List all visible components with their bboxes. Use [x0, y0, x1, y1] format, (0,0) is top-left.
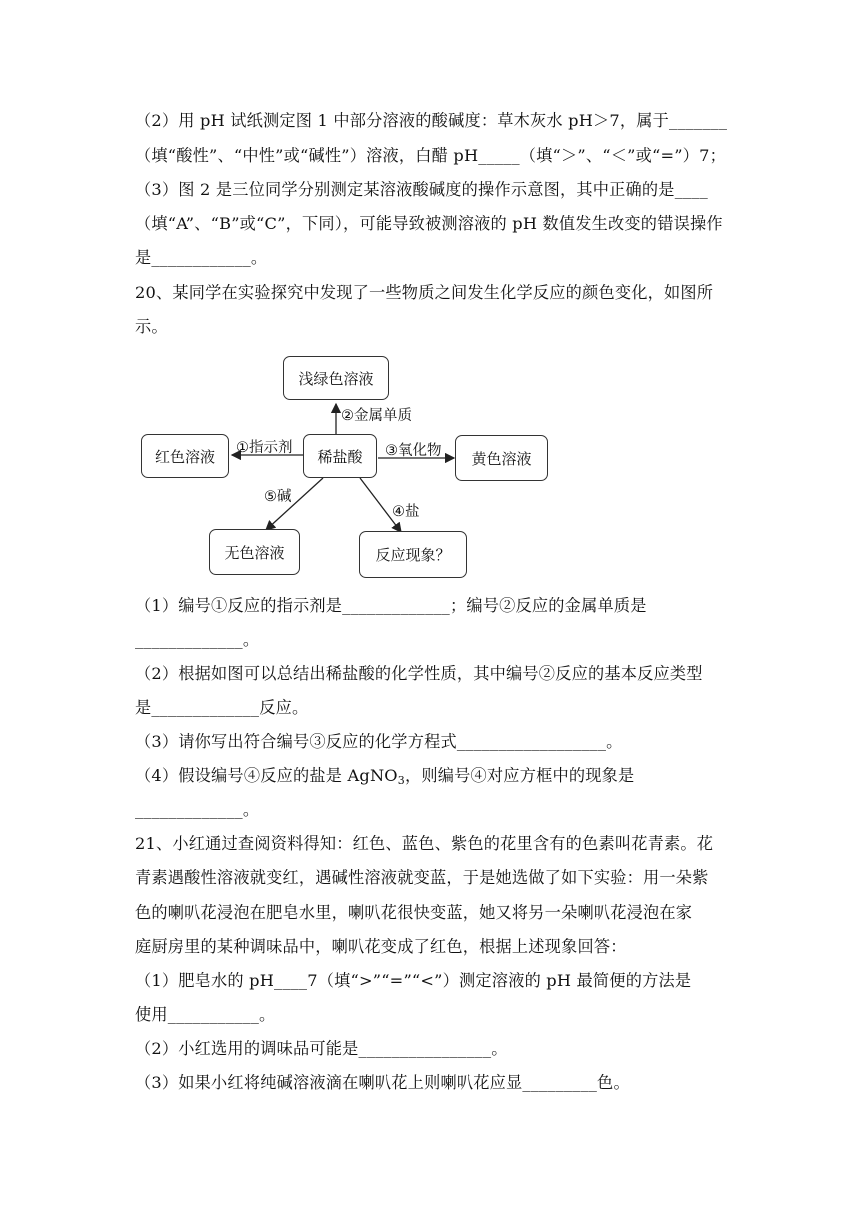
q20-part4-line1: [135, 765, 634, 792]
q20-part1-line2: _____________。: [135, 630, 260, 649]
q21-part3: （3）如果小红将纯碱溶液滴在喇叭花上则喇叭花应显_________色。: [135, 1073, 630, 1092]
q20-stem-line1: 20、某同学在实验探究中发现了一些物质之间发生化学反应的颜色变化，如图所: [135, 283, 714, 302]
box-colorless-solution: 无色溶液: [209, 529, 300, 575]
box-reaction-phenomenon: 反应现象？: [359, 531, 467, 578]
q19-part3-line2: （填“A”、“B”或“C”，下同），可能导致被测溶液的 pH 数值发生改变的错误操作: [135, 214, 723, 233]
reaction-diagram: [138, 348, 558, 584]
label-metal: ②金属单质: [341, 408, 412, 424]
box-yellow-solution: 黄色溶液: [455, 435, 548, 481]
box-red-solution: 红色溶液: [141, 434, 229, 478]
q21-stem-line2: 青素遇酸性溶液就变红，遇碱性溶液就变蓝，于是她选做了如下实验：用一朵紫: [135, 868, 709, 887]
q19-part2-line1: （2）用 pH 试纸测定图 1 中部分溶液的酸碱度：草木灰水 pH＞7，属于_______: [135, 111, 728, 130]
label-salt: ④盐: [392, 504, 420, 520]
q20-part1-line1: （1）编号①反应的指示剂是_____________；编号②反应的金属单质是: [135, 596, 647, 615]
q21-stem-line4: 庭厨房里的某种调味品中，喇叭花变成了红色，根据上述现象回答：: [135, 937, 627, 956]
box-light-green-solution: 浅绿色溶液: [283, 356, 389, 400]
q21-part1-line1: （1）肥皂水的 pH____7（填“>”“=”“<”）测定溶液的 pH 最简便的方法是: [135, 971, 692, 990]
q20-stem-line2: 示。: [135, 317, 168, 336]
q20-part2-line1: （2）根据如图可以总结出稀盐酸的化学性质，其中编号②反应的基本反应类型: [135, 664, 703, 683]
q20-part4-subscript: 3: [397, 774, 405, 787]
label-oxide: ③氧化物: [385, 443, 442, 459]
q21-part1-line2: 使用___________。: [135, 1005, 276, 1024]
q21-part2: （2）小红选用的调味品可能是________________。: [135, 1039, 508, 1058]
q19-part3-line3: 是____________。: [135, 248, 268, 267]
label-indicator: ①指示剂: [236, 440, 293, 456]
q21-stem-line1: 21、小红通过查阅资料得知：红色、蓝色、紫色的花里含有的色素叫花青素。花: [135, 834, 714, 853]
q19-part2-line2: （填“酸性”、“中性”或“碱性”）溶液，白醋 pH_____（填“＞”、“＜”或“=”）7；: [135, 146, 726, 165]
label-base: ⑤碱: [264, 489, 292, 505]
q20-part4-text-a: （4）假设编号④反应的盐是 AgNO: [135, 766, 398, 785]
q21-stem-line3: 色的喇叭花浸泡在肥皂水里，喇叭花很快变蓝，她又将另一朵喇叭花浸泡在家: [135, 903, 693, 922]
q20-part2-line2: 是_____________反应。: [135, 698, 309, 717]
q20-part4-line2: _____________。: [135, 800, 260, 819]
q20-part3: （3）请你写出符合编号③反应的化学方程式__________________。: [135, 732, 623, 751]
q20-part4-text-b: ，则编号④对应方框中的现象是: [404, 766, 635, 785]
box-dilute-hcl: 稀盐酸: [303, 434, 377, 478]
q19-part3-line1: （3）图 2 是三位同学分别测定某溶液酸碱度的操作示意图，其中正确的是____: [135, 180, 708, 199]
